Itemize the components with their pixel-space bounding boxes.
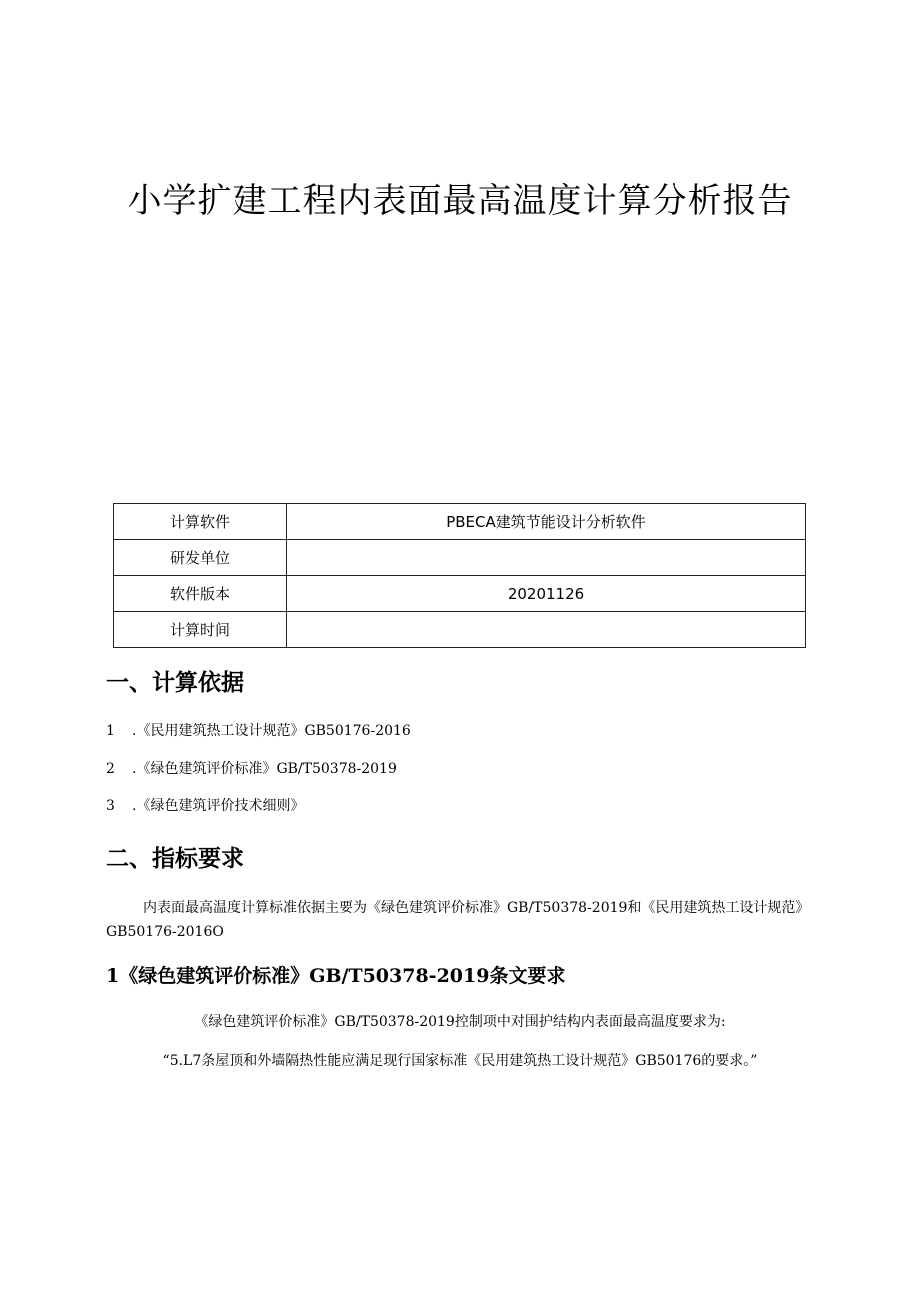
list-item-text: .《民用建筑热工设计规范》GB50176-2016 bbox=[132, 723, 411, 739]
row-value bbox=[287, 612, 806, 648]
section-heading-requirements: 二、指标要求 bbox=[106, 846, 244, 872]
row-value: PBECA建筑节能设计分析软件 bbox=[287, 504, 806, 540]
list-item-text: .《绿色建筑评价技术细则》 bbox=[132, 798, 305, 814]
list-item-number: 2 bbox=[106, 761, 115, 777]
requirement-quote: “5.L7条屋顶和外墙隔热性能应满足现行国家标准《民用建筑热工设计规范》GB50176的要求。” bbox=[162, 1053, 758, 1069]
software-info-table bbox=[113, 503, 806, 648]
subsection-heading: 1《绿色建筑评价标准》GB/T50378-2019条文要求 bbox=[106, 965, 566, 987]
table-row bbox=[114, 540, 806, 576]
table-row bbox=[114, 612, 806, 648]
table-row bbox=[114, 576, 806, 612]
row-label: 计算时间 bbox=[114, 612, 287, 648]
list-item bbox=[106, 759, 397, 779]
page-title: 小学扩建工程内表面最高温度计算分析报告 bbox=[127, 181, 793, 221]
list-item-text: .《绿色建筑评价标准》GB/T50378-2019 bbox=[132, 761, 397, 777]
section-heading-basis: 一、计算依据 bbox=[106, 670, 244, 696]
row-value: 20201126 bbox=[287, 576, 806, 612]
list-item-number: 1 bbox=[106, 723, 115, 739]
table-row bbox=[114, 504, 806, 540]
row-label: 软件版本 bbox=[114, 576, 287, 612]
row-label: 计算软件 bbox=[114, 504, 287, 540]
list-item bbox=[106, 721, 411, 741]
row-value bbox=[287, 540, 806, 576]
requirements-intro-paragraph: 内表面最高温度计算标准依据主要为《绿色建筑评价标准》GB/T50378-2019和《民用建筑热工设计规范》GB50176-2016O bbox=[106, 900, 810, 940]
list-item bbox=[106, 796, 304, 816]
row-label: 研发单位 bbox=[114, 540, 287, 576]
requirement-statement: 《绿色建筑评价标准》GB/T50378-2019控制项中对围护结构内表面最高温度要求为: bbox=[194, 1014, 726, 1030]
list-item-number: 3 bbox=[106, 798, 115, 814]
